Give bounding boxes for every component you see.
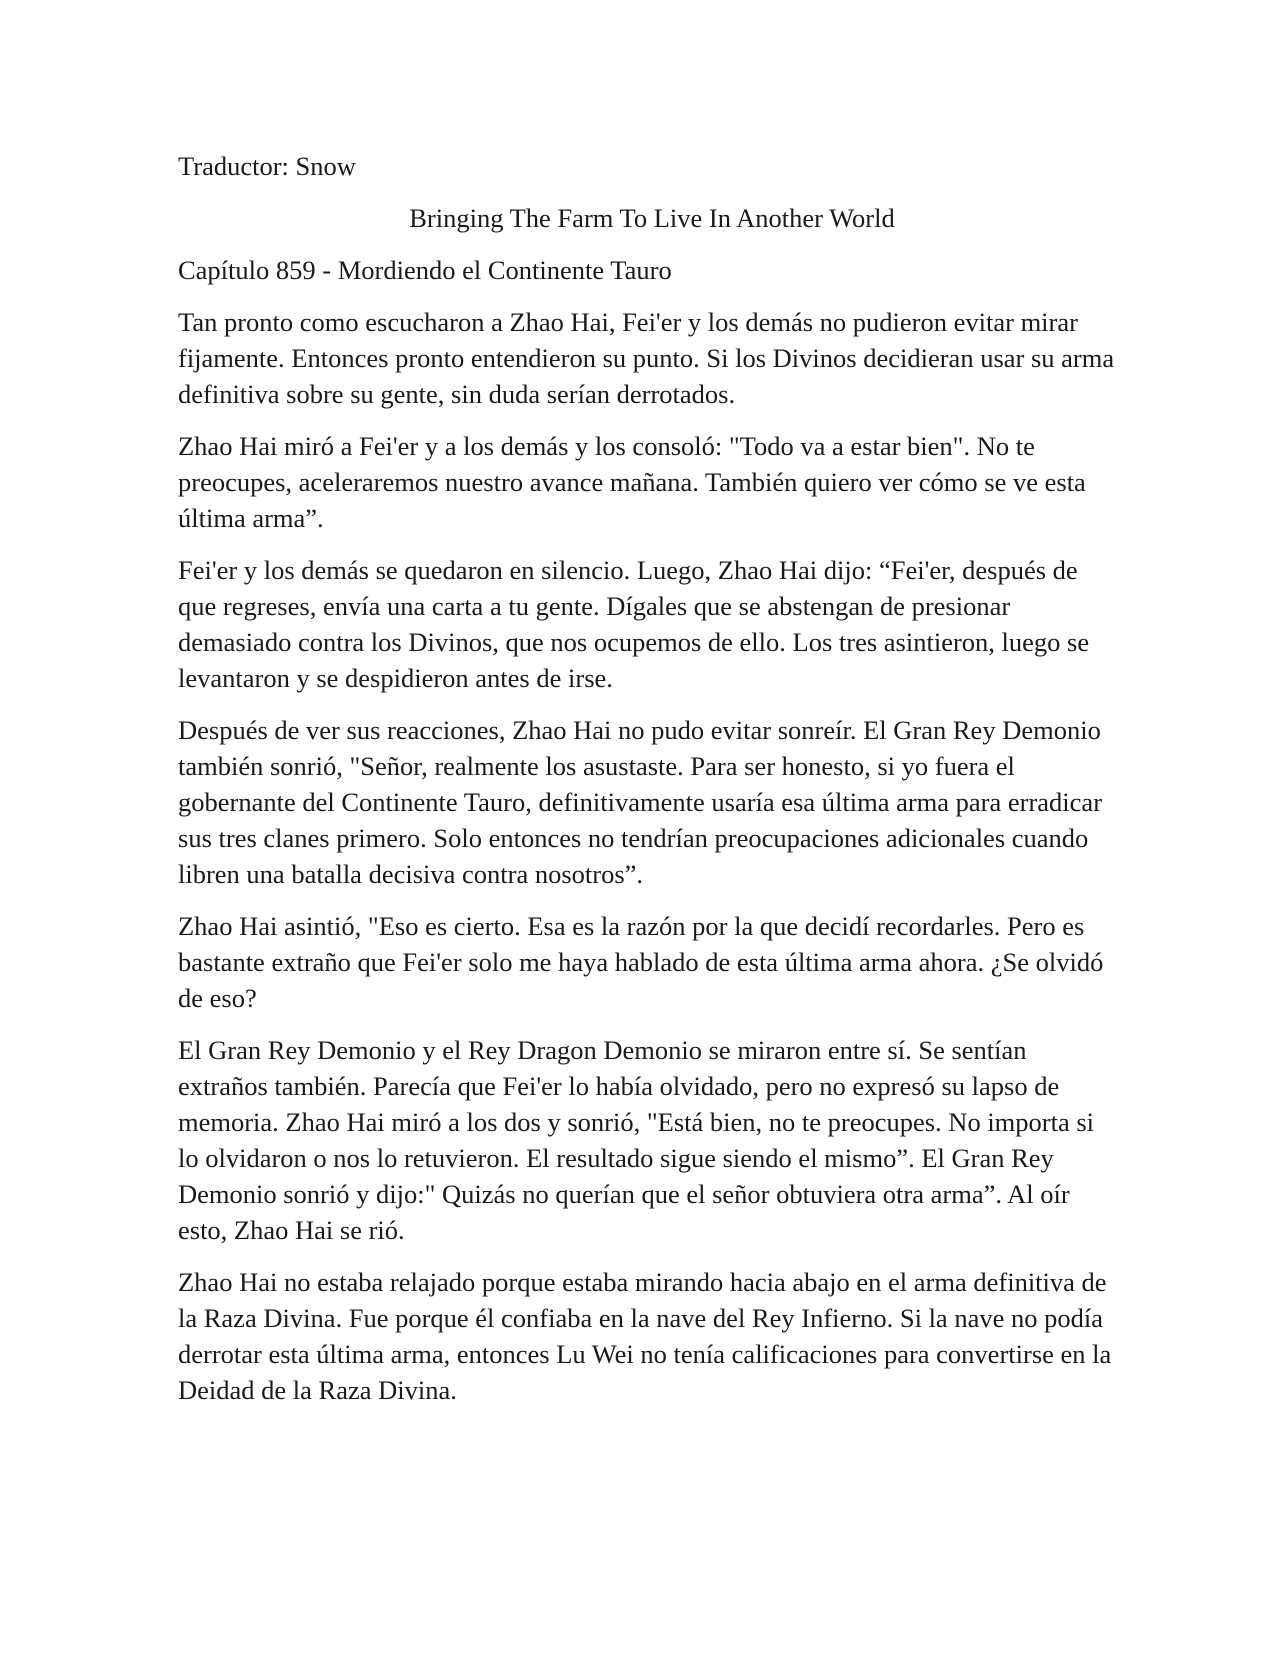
chapter-heading: Capítulo 859 - Mordiendo el Continente Tauro — [178, 255, 672, 285]
paragraph: Después de ver sus reacciones, Zhao Hai no pudo evitar sonreír. El Gran Rey Demonio también sonrió, "Señor, realmente los asustaste. Para ser honesto, si yo fuera el gobernante del Continente Tauro, definitivamente usaría esa última arma para erradicar sus tres clanes primero. Solo entonces no tendrían preocupaciones adicionales cuando libren una batalla decisiva contra nosotros”. — [178, 715, 1103, 889]
translator-credit: Traductor: Snow — [178, 151, 356, 181]
document-body — [178, 148, 1118, 1424]
novel-title: Bringing The Farm To Live In Another World — [409, 203, 895, 233]
paragraph: El Gran Rey Demonio y el Rey Dragon Demonio se miraron entre sí. Se sentían extraños también. Parecía que Fei'er lo había olvidado, pero no expresó su lapso de memoria. Zhao Hai miró a los dos y sonrió, "Está bien, no te preocupes. No importa si lo olvidaron o nos lo retuvieron. El resultado sigue siendo el mismo”. El Gran Rey Demonio sonrió y dijo:" Quizás no querían que el señor obtuviera otra arma”. Al oír esto, Zhao Hai se rió. — [178, 1035, 1095, 1245]
paragraph: Zhao Hai miró a Fei'er y a los demás y los consoló: "Todo va a estar bien". No te preocupes, aceleraremos nuestro avance mañana. También quiero ver cómo se ve esta última arma”. — [178, 431, 1086, 533]
paragraph: Zhao Hai asintió, "Eso es cierto. Esa es la razón por la que decidí recordarles. Pero es bastante extraño que Fei'er solo me haya hablado de esta última arma ahora. ¿Se olvidó de eso? — [178, 911, 1104, 1013]
paragraph: Zhao Hai no estaba relajado porque estaba mirando hacia abajo en el arma definitiva de la Raza Divina. Fue porque él confiaba en la nave del Rey Infierno. Si la nave no podía derrotar esta última arma, entonces Lu Wei no tenía calificaciones para convertirse en la Deidad de la Raza Divina. — [178, 1267, 1112, 1405]
paragraph: Tan pronto como escucharon a Zhao Hai, Fei'er y los demás no pudieron evitar mirar fijamente. Entonces pronto entendieron su punto. Si los Divinos decidieran usar su arma definitiva sobre su gente, sin duda serían derrotados. — [178, 307, 1115, 409]
paragraph: Fei'er y los demás se quedaron en silencio. Luego, Zhao Hai dijo: “Fei'er, después de que regreses, envía una carta a tu gente. Dígales que se abstengan de presionar demasiado contra los Divinos, que nos ocupemos de ello. Los tres asintieron, luego se levantaron y se despidieron antes de irse. — [178, 555, 1090, 693]
